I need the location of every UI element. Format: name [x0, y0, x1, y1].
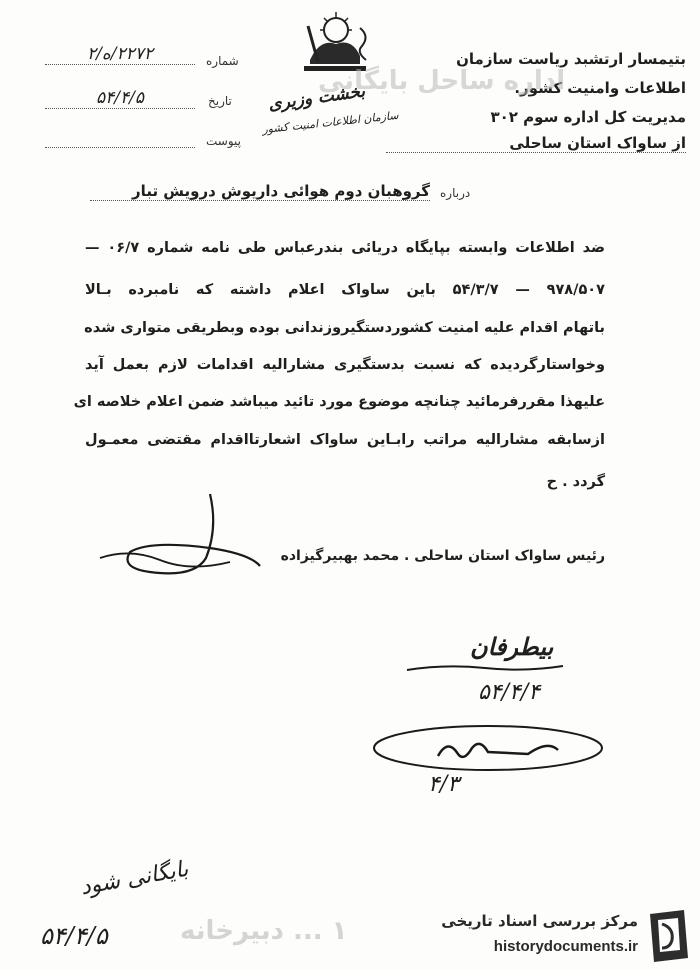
body-line-3: باتهام اقدام علیه امنیت کشوردستگیروزندانی بوده وبطریقی متواری شده — [84, 320, 605, 336]
note1-name: بیطرفان — [470, 632, 554, 661]
attachment-line — [45, 146, 195, 148]
body-line-7: گردد . ح — [546, 474, 605, 490]
archive-logo-icon — [644, 908, 694, 964]
org-line-3: مدیریت کل اداره سوم ۳۰۲ — [490, 108, 686, 126]
date-label: تاریخ — [208, 94, 232, 108]
number-label: شماره — [206, 54, 239, 68]
number-value: ۲۲۷۲/ه/۲ — [45, 44, 195, 65]
archive-center-name: مرکز بررسی اسناد تاریخی — [441, 912, 638, 930]
classification-mark: بخشت وزیری — [267, 81, 367, 115]
subject-label: درباره — [440, 186, 471, 200]
body-line-6: ازسابقه مشارالیه مراتب رابـاین ساواک اشعارتااقدام مقتضی معمـول — [85, 432, 605, 448]
subject-text: گروهبان دوم هوائی داریوش درویش تبار — [90, 182, 430, 201]
body-line-2: ۹۷۸/۵۰۷ — ۵۴/۳/۷ باین ساواک اعلام داشته که نامبرده بـالا — [85, 282, 605, 298]
bottom-note: بایگانی شود — [78, 856, 191, 901]
note1-date: ۵۴/۴/۴ — [478, 680, 541, 705]
body-line-4: وخواستارگردیده که نسبت بدستگیری مشارالیه اقدامات لازم بعمل آید — [85, 357, 605, 373]
director-signature-icon — [90, 488, 290, 588]
org-line-1: بتیمسار ارتشبد ریاست سازمان — [456, 50, 686, 68]
note2-date: ۴/۳ — [428, 772, 460, 797]
body-line-1: ضد اطلاعات وابسته بپایگاه دریائی بندرعباس طی نامه شماره ۰۶/۷ — — [85, 240, 605, 256]
director-title: رئیس ساواک استان ساحلی . محمد بهبیرگیزاده — [280, 548, 605, 564]
body-line-5: علیهذا مقررفرمائید چنانچه موضوع مورد تائید میباشد ضمن اعلام خلاصه ای — [73, 394, 605, 410]
date-value: ۵۴/۴/۵ — [45, 88, 195, 109]
emblem-caption: سازمان اطلاعات امنیت کشور — [261, 108, 400, 137]
bottom-faded-stamp: ۱ ... دبیرخانه — [180, 916, 348, 946]
from-line: از ساواک استان ساحلی — [386, 134, 686, 153]
archive-watermark — [408, 906, 694, 966]
note1-underline-icon — [405, 662, 565, 676]
faded-header-stamp: اداره ساحل بایگانی — [318, 66, 566, 96]
initials-oval-signature-icon — [368, 718, 608, 778]
archive-url: historydocuments.ir — [493, 938, 638, 955]
bottom-date: ۵۴/۴/۵ — [40, 922, 108, 950]
attachment-label: پیوست — [206, 134, 241, 148]
org-line-2: اطلاعات وامنیت کشور. — [514, 79, 686, 97]
